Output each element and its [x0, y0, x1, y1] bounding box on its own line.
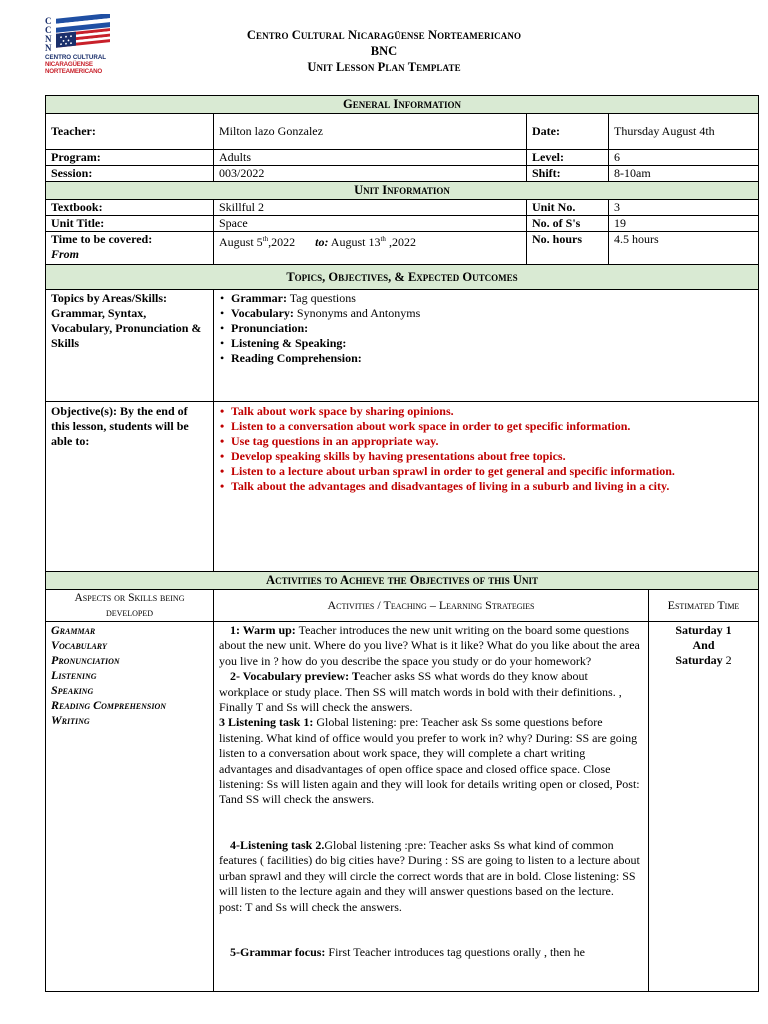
strategy-step: 5-Grammar focus: First Teacher introduces tag questions orally , then he [230, 944, 585, 959]
objectives-list [219, 404, 753, 494]
strategy-step: 2- Vocabulary preview: Teacher asks SS what words do they know about workplace or study place. Then SS will match words in bold with their definitions. , Finally T and Ss will check the answers. [219, 669, 622, 715]
teacher-value: Milton lazo Gonzalez [214, 114, 527, 150]
objective-item: • Talk about the advantages and disadvantages of living in a suburb and living in a city. [219, 479, 753, 494]
activities-header: Activities to Achieve the Objectives of this Unit [46, 572, 759, 590]
level-label: Level: [527, 150, 609, 166]
level-value: 6 [609, 150, 759, 166]
institution-name: Centro Cultural Nicaragüense Norteamericano [246, 28, 522, 42]
strategies-column-header: Activities / Teaching – Learning Strategies [214, 590, 649, 622]
activities-row [46, 622, 759, 992]
time-covered-label: Time to be covered: From [46, 232, 214, 265]
time-covered-value: August 5th,2022 to: August 13th ,2022 [214, 232, 527, 265]
textbook-row [46, 200, 759, 216]
time-covered-row [46, 232, 759, 265]
program-label: Program: [46, 150, 214, 166]
session-row [46, 166, 759, 182]
topics-areas-label: Topics by Areas/Skills: Grammar, Syntax, Vocabulary, Pronunciation & Skills [46, 290, 214, 402]
activities-column-headers [46, 590, 759, 622]
template-title: Unit Lesson Plan Template [307, 60, 461, 74]
topic-listening-speaking: • Listening & Speaking: [219, 336, 753, 351]
aspect-item: Speaking [51, 683, 94, 697]
aspects-column-header: Aspects or Skills being developed [46, 590, 214, 622]
date-value: Thursday August 4th [609, 114, 759, 150]
objective-item: • Listen to a lecture about urban sprawl in order to get general and specific information. [219, 464, 753, 479]
aspect-item: Reading Comprehension [51, 698, 167, 712]
strategies-cell [214, 622, 649, 992]
aspects-list [46, 622, 214, 992]
shift-label: Shift: [527, 166, 609, 182]
program-value: Adults [214, 150, 527, 166]
topic-grammar: • Grammar: Tag questions [219, 291, 753, 306]
lesson-plan-table [45, 95, 759, 992]
estimated-time-cell: Saturday 1 And Saturday 2 [649, 622, 759, 992]
teacher-label: Teacher: [46, 114, 214, 150]
teacher-row [46, 114, 759, 150]
topics-list [219, 291, 753, 366]
topic-pronunciation: • Pronunciation: [219, 321, 753, 336]
topics-objectives-header: Topics, Objectives, & Expected Outcomes [46, 265, 759, 290]
strategy-step: 4-Listening task 2.Global listening :pre: Teacher asks Ss what kind of common features ( facilities) do big cities have? During : SS are going to listen to a lecture about urban sprawl and they will circle the correct words that are in bold. Close listening: SS will listen to the lecture again and they will answer questions based on the lecture. post: T and Ss will check the answers. [219, 837, 640, 914]
svg-text:C: C [45, 25, 52, 35]
students-count-label: No. of S's [527, 216, 609, 232]
date-label: Date: [527, 114, 609, 150]
svg-text:C: C [45, 16, 52, 26]
aspect-item: Writing [51, 713, 90, 727]
session-label: Session: [46, 166, 214, 182]
objectives-label: Objective(s): By the end of this lesson, students will be able to: [46, 402, 214, 572]
strategy-step: 1: Warm up: Teacher introduces the new unit writing on the board some questions about the new unit. Where do you live? What is it like? What do you like about the area you live in ? how do you describe the space you study or do your homework? [219, 623, 640, 668]
unit-information-header: Unit Information [46, 182, 759, 200]
unit-title-value: Space [214, 216, 527, 232]
unit-title-row [46, 216, 759, 232]
objective-item: • Develop speaking skills by having presentations about free topics. [219, 449, 753, 464]
document-header [0, 0, 768, 90]
aspect-item: Vocabulary [51, 638, 107, 652]
session-value: 003/2022 [214, 166, 527, 182]
objectives-row [46, 402, 759, 572]
objective-item: • Talk about work space by sharing opinions. [219, 404, 753, 419]
textbook-label: Textbook: [46, 200, 214, 216]
aspect-item: Pronunciation [51, 653, 120, 667]
time-to-label: to: [315, 235, 329, 249]
time-from-label: From [51, 247, 80, 261]
hours-label: No. hours [527, 232, 609, 265]
unit-number-label: Unit No. [527, 200, 609, 216]
topic-vocabulary: • Vocabulary: Synonyms and Antonyms [219, 306, 753, 321]
topics-list-cell [214, 290, 759, 402]
topic-reading: • Reading Comprehension: [219, 351, 753, 366]
objective-item: • Use tag questions in an appropriate way. [219, 434, 753, 449]
objective-item: • Listen to a conversation about work space in order to get specific information. [219, 419, 753, 434]
time-column-header: Estimated Time [649, 590, 759, 622]
document-title [0, 27, 768, 75]
aspect-item: Grammar [51, 623, 96, 637]
hours-value: 4.5 hours [609, 232, 759, 265]
svg-text:N: N [45, 34, 52, 44]
program-row [46, 150, 759, 166]
topics-row [46, 290, 759, 402]
institution-acronym: BNC [370, 44, 398, 58]
textbook-value: Skillful 2 [214, 200, 527, 216]
svg-text:N: N [45, 43, 52, 53]
shift-value: 8-10am [609, 166, 759, 182]
general-information-header: General Information [46, 96, 759, 114]
strategy-step: 3 Listening task 1: Global listening: pre: Teacher ask Ss some questions before listening. What kind of office would you prefer to work in? why? During: SS are going listen to a conversation about work space, they will complete a chart writing advantages and disadvantages of open office space and closed office space. Close listening: Ss will listen again and they will look for details writing open or closed, Post: Tand SS will check the answers. [219, 715, 640, 807]
unit-title-label: Unit Title: [46, 216, 214, 232]
students-count-value: 19 [609, 216, 759, 232]
objectives-list-cell [214, 402, 759, 572]
aspect-item: Listening [51, 668, 97, 682]
logo-wordmark: CENTRO CULTURAL NICARAGÜENSE NORTEAMERICANO [45, 54, 107, 75]
unit-number-value: 3 [609, 200, 759, 216]
